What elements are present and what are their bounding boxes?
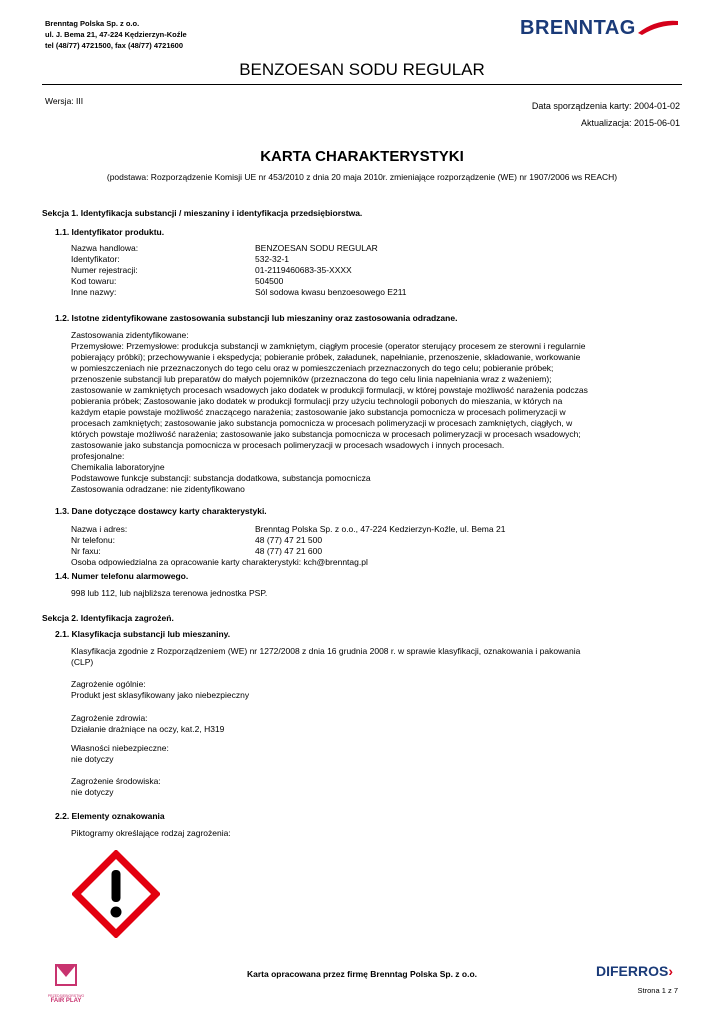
uses-line: zastosowanie w zamkniętych procesach wsadowych jako dodatek w produkcji formulacji, w której powstaje możliwość narażenia podczas	[71, 385, 588, 395]
header-divider	[42, 84, 682, 85]
supplier-table	[71, 524, 505, 568]
hazard-health	[71, 713, 696, 735]
environment-hazards-label: Zagrożenie środowiska:	[71, 776, 161, 786]
date-created: Data sporządzenia karty: 2004-01-02	[531, 101, 680, 111]
identifier-key: Kod towaru:	[71, 276, 117, 286]
section-2-title: Sekcja 2. Identyfikacja zagrożeń.	[42, 613, 174, 623]
page-number: Strona 1 z 7	[637, 986, 678, 995]
uses-line: Podstawowe funkcje substancji: substancja dodatkowa, substancja pomocnicza	[71, 473, 371, 483]
legal-basis: (podstawa: Rozporządzenie Komisji UE nr 453/2010 z dnia 20 maja 2010r. zmieniające rozporządzenie (WE) nr 1907/2006 ws REACH)	[106, 172, 618, 182]
identifier-value: Sól sodowa kwasu benzoesowego E211	[255, 287, 407, 297]
section-1-title: Sekcja 1. Identyfikacja substancji / mieszaniny i identyfikacja przedsiębiorstwa.	[42, 208, 363, 218]
physical-hazards-value: nie dotyczy	[71, 754, 114, 764]
supplier-value: 48 (77) 47 21 500	[255, 535, 323, 545]
uses-line: których powstaje możliwość narażenia; zastosowanie jako substancja pomocnicza w procesach polimeryzacji w procesach wsadowych;	[71, 429, 581, 439]
uses-line: przenoszenie substancji lub preparatów do małych pojemników (przeznaczona do tego celu linia napełniania wraz z ważeniem);	[71, 374, 552, 384]
subsection-2-1-title: 2.1. Klasyfikacja substancji lub mieszaniny.	[55, 629, 231, 639]
company-phone: tel (48/77) 4721500, fax (48/77) 4721600	[45, 41, 184, 50]
hazard-general-value: Produkt jest sklasyfikowany jako niebezpieczny	[71, 690, 250, 700]
supplier-value: 48 (77) 47 21 600	[255, 546, 323, 556]
emergency-number: 998 lub 112, lub najbliższa terenowa jednostka PSP.	[71, 588, 268, 598]
identifier-value: 532-32-1	[255, 254, 290, 264]
company-name: Brenntag Polska Sp. z o.o.	[45, 19, 140, 28]
subsection-1-1-title: 1.1. Identyfikator produktu.	[55, 227, 165, 237]
supplier-row	[71, 535, 505, 546]
supplier-key: Nazwa i adres:	[71, 524, 128, 534]
hazard-health-label: Zagrożenie zdrowia:	[71, 713, 148, 723]
subsection-2-2-title: 2.2. Elementy oznakowania	[55, 811, 165, 821]
uses-line: procesach zamkniętych; zastosowanie jako substancja pomocnicza w procesach polimeryzacji w procesach zamkniętych, ciągłych, w	[71, 418, 573, 428]
environment-hazards-value: nie dotyczy	[71, 787, 114, 797]
company-street: ul. J. Bema 21, 47-224 Kędzierzyn-Koźle	[45, 30, 187, 39]
identifier-row	[71, 287, 407, 298]
footer-prepared-by: Karta opracowana przez firmę Brenntag Polska Sp. z o.o.	[246, 969, 478, 979]
identifier-key: Nazwa handlowa:	[71, 243, 139, 253]
brenntag-logo-text: BRENNTAG	[520, 17, 636, 39]
physical-hazards-label: Własności niebezpieczne:	[71, 743, 169, 753]
identifier-value: 504500	[255, 276, 284, 286]
supplier-key: Nr faxu:	[71, 546, 101, 556]
fair-play-text: FAIR PLAY	[50, 998, 82, 1004]
uses-line: Zastosowania zidentyfikowane:	[71, 330, 189, 340]
environment-hazards	[71, 776, 696, 798]
date-updated: Aktualizacja: 2015-06-01	[580, 118, 680, 128]
uses-line: Przemysłowe: Przemysłowe: produkcja substancji w zamkniętym, ciągłym procesie (operator sterujący procesem ze sterowni i regularnie	[71, 341, 586, 351]
dates-block	[532, 98, 680, 132]
uses-line: każdym etapie powstaje możliwość znaczącego narażenia; zastosowanie jako substancja pomocnicza w procesach polimeryzacji w	[71, 407, 566, 417]
supplier-row	[71, 524, 505, 535]
classification-line: (CLP)	[71, 657, 94, 667]
subsection-1-4-title: 1.4. Numer telefonu alarmowego.	[55, 571, 189, 581]
fair-play-small-text: PRZEDSIĘBIORSTWO	[47, 994, 85, 998]
company-address	[45, 18, 187, 51]
identifier-row	[71, 243, 407, 254]
uses-line: Chemikalia laboratoryjne	[71, 462, 165, 472]
pictograms-label: Piktogramy określające rodzaj zagrożenia:	[71, 828, 231, 838]
identifier-key: Numer rejestracji:	[71, 265, 138, 275]
classification-text	[71, 646, 696, 668]
identifier-value: BENZOESAN SODU REGULAR	[255, 243, 378, 253]
product-title: BENZOESAN SODU REGULAR	[239, 60, 485, 79]
exclamation-mark-ghs07-icon	[72, 850, 160, 938]
responsible-person: Osoba odpowiedzialna za opracowanie karty charakterystyki: kch@brenntag.pl	[71, 557, 368, 567]
subsection-1-2-title: 1.2. Istotne zidentyfikowane zastosowania substancji lub mieszaniny oraz zastosowania odradzane.	[55, 313, 458, 323]
hazard-health-value: Działanie drażniące na oczy, kat.2, H319	[71, 724, 225, 734]
version-label: Wersja: III	[45, 96, 84, 106]
identifiers-table	[71, 243, 407, 298]
hazard-general	[71, 679, 696, 701]
diferros-logo-text: DIFERROS	[596, 963, 669, 979]
diferros-logo	[596, 963, 673, 979]
uses-line: zastosowanie jako substancja pomocnicza w procesach polimeryzacji w procesach wsadowych i innych procesach.	[71, 440, 505, 450]
uses-line: Zastosowania odradzane: nie zidentyfikowano	[71, 484, 245, 494]
classification-line: Klasyfikacja zgodnie z Rozporządzeniem (WE) nr 1272/2008 z dnia 16 grudnia 2008 r. w sprawie klasyfikacji, oznakowania i pakowania	[71, 646, 581, 656]
supplier-row	[71, 546, 505, 557]
uses-line: pobierający próbki); przechowywanie i ekspedycja; pobieranie próbek, załadunek, napełnianie, przenoszenie, składowanie, workowanie	[71, 352, 581, 362]
diferros-arrow-icon: ›	[668, 963, 674, 979]
uses-line: profesjonalne:	[71, 451, 125, 461]
physical-hazards	[71, 743, 696, 765]
identifier-row	[71, 265, 407, 276]
identifier-key: Inne nazwy:	[71, 287, 117, 297]
uses-line: pobierania próbek; Zastosowanie jako dodatek w produkcji formulacji przy użyciu technologii pobonych do mieszania, w których na	[71, 396, 563, 406]
brenntag-swoosh-icon	[638, 19, 678, 37]
supplier-key: Nr telefonu:	[71, 535, 115, 545]
uses-line: w pomieszczeniach nie przeznaczonych do tego celu oraz w pomieszczeniach przeznaczonych do tego celu; pobieranie próbek;	[71, 363, 554, 373]
identifier-row	[71, 254, 407, 265]
identifier-row	[71, 276, 407, 287]
supplier-value: Brenntag Polska Sp. z o.o., 47-224 Kedzierzyn-Koźle, ul. Bema 21	[255, 524, 506, 534]
identifier-key: Identyfikator:	[71, 254, 120, 264]
identified-uses	[71, 330, 696, 495]
card-title: KARTA CHARAKTERYSTYKI	[260, 148, 464, 165]
brenntag-logo	[520, 17, 680, 45]
subsection-1-3-title: 1.3. Dane dotyczące dostawcy karty charakterystyki.	[55, 506, 267, 516]
hazard-general-label: Zagrożenie ogólnie:	[71, 679, 146, 689]
identifier-value: 01-2119460683-35-XXXX	[255, 265, 352, 275]
